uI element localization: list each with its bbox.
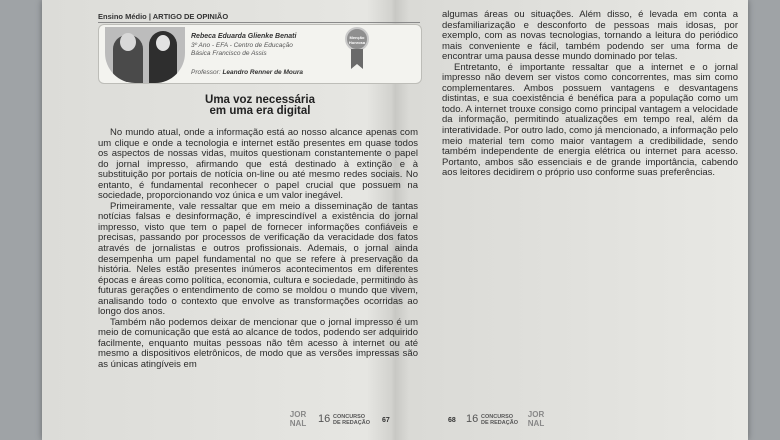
section-label: Ensino Médio | ARTIGO DE OPINIÃO (98, 12, 420, 23)
contest-label: CONCURSO DE REDAÇÃO (481, 414, 518, 426)
paragraph: algumas áreas ou situações. Além disso, é levada em conta a desfamiliarização e desconforto de pessoas mais idosas, por exemplo, com as novas tecnologias, tornando a leitura do periódico mais conveniente e fácil, também podendo ser uma forma de encontrar uma pausa desse mundo dominado por telas. (442, 9, 738, 63)
teacher-line (191, 69, 351, 76)
teacher-name: Leandro Renner de Moura (222, 69, 303, 76)
edition-number: 16 (466, 413, 479, 425)
badge-text: Menção Honrosa (348, 35, 366, 45)
article-title-line2: em uma era digital (209, 105, 311, 117)
award-badge-icon (345, 27, 369, 71)
jornal-logo-icon: JOR NAL (527, 410, 545, 428)
right-page (442, 0, 738, 440)
right-column (442, 10, 738, 179)
author-name: Rebeca Eduarda Glienke Benati (191, 33, 297, 40)
article-title-line1: Uma voz necessária (205, 94, 315, 106)
left-page (98, 0, 418, 440)
author-box (98, 24, 422, 84)
author-meta-line2: Básica Francisco de Assis (191, 50, 267, 57)
author-photo (105, 27, 185, 83)
contest-label: CONCURSO DE REDAÇÃO (333, 414, 370, 426)
article-title (180, 95, 340, 117)
page-number-right: 68 (448, 417, 456, 424)
left-column (98, 128, 418, 371)
paragraph: Primeiramente, vale ressaltar que em meio a disseminação de tantas notícias falsas e desinformação, é imprescindível a existência do jornal impresso, visto que tem o papel de fornecer informações confiáveis e precisas, passando por processos de verificação da veracidade dos fatos através de jornalistas e outros profissionais. Ademais, o jornal ainda desempenha um papel fundamental no que se refere à preservação da história. Neles estão presentes inúmeros acontecimentos em diferentes épocas e áreas como política, economia, cultura e sociedade, permitindo às futuras gerações o entendimento de como se moldou o mundo que vivem, analisando todo o contexto que envolve as transformações ocorridas ao longo dos anos. (98, 200, 419, 318)
paragraph: Entretanto, é importante ressaltar que a internet e o jornal impresso não devem ser vistos como concorrentes, mas sim como complementares. Ambos possuem vantagens e desvantagens distintas, e sua coexistência é benéfica para a população como um todo. A internet trouxe consigo como principal vantagem a velocidade da informação, permitindo atualizações em tempo real, além da interatividade. Por outro lado, como já mencionado, a informação pelo meio material tem como maior vantagem a credibilidade, sendo também independente de energia elétrica ou internet para acesso. Portanto, ambos são essenciais e de grande importância, cabendo aos leitores decidirem o próprio uso conforme suas preferências. (442, 61, 738, 179)
paragraph: No mundo atual, onde a informação está ao nosso alcance apenas com um clique e onde a tecnologia e internet estão presentes em quase todos os aspectos de nossas vidas, muitos questionam constantemente o papel do jornal impresso, afirmando que está destinado à extinção e à substituição por portais de notícia on-line ou até mesmo redes sociais. No entanto, é fundamental reconhecer o papel crucial que possuem na sociedade, proporcionando voz única e um valor inegável. (98, 127, 418, 202)
footer-right (442, 410, 582, 432)
author-meta (191, 42, 341, 58)
page-number-left: 67 (382, 417, 390, 424)
magazine-spread (42, 0, 748, 440)
jornal-logo-icon: JOR NAL (289, 410, 307, 428)
edition-number: 16 (318, 413, 331, 425)
footer-left (284, 410, 424, 432)
paragraph: Também não podemos deixar de mencionar que o jornal impresso é um meio de comunicação que está ao alcance de todos, podendo ser adquirido facilmente, enquanto muitas pessoas não têm acesso à internet ou até mesmo a dispositivos eletrônicos, de modo que as versões impressas são as únicas atingíveis em (98, 316, 418, 371)
author-meta-line1: 3º Ano - EFA - Centro de Educação (191, 42, 293, 49)
teacher-label: Professor: (191, 69, 221, 76)
